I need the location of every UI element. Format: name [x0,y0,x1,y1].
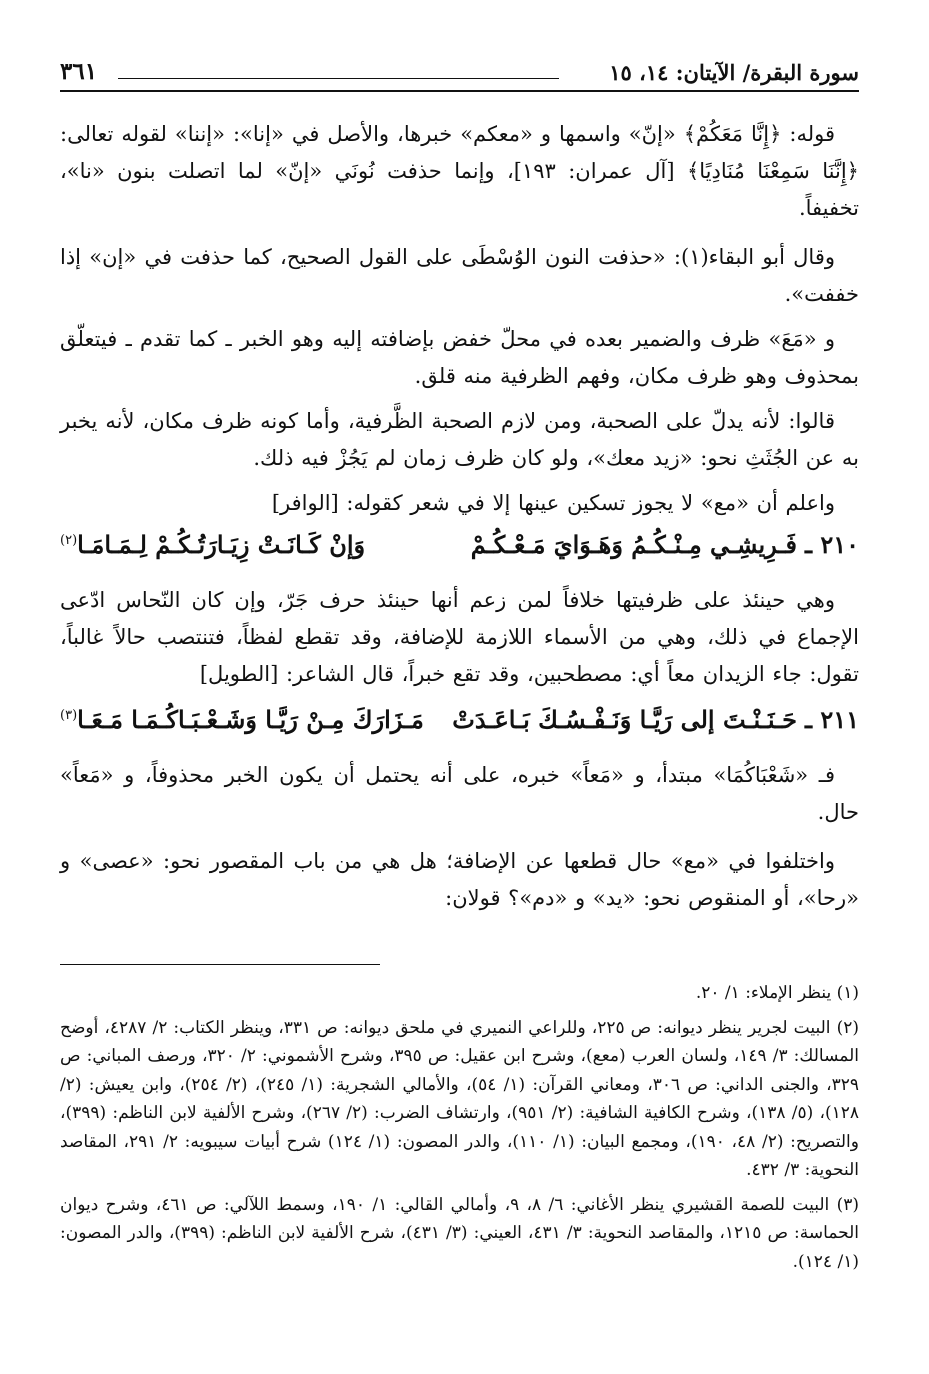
paragraph: قوله: ﴿إِنَّا مَعَكُمْ﴾ «إنّ» واسمها و «معكم» خبرها، والأصل في «إنا»: «إننا» لقوله تعالى: ﴿إِنَّنَا سَمِعْنَا مُنَادِيًا﴾ [آل عمران: ١٩٣]، وإنما حذفت نُونَي «إنّ» لما اتصلت بنون «نا»، تخفيفاً. [60,122,859,220]
verse-second-hemistich [60,530,428,559]
header-divider [60,90,859,92]
paragraph: وقال أبو البقاء(١): «حذفت النون الوُسْطَى على القول الصحيح، كما حذفت في «إن» إذا خففت». [60,245,859,306]
poem-verse-210 [60,530,859,574]
footnotes [60,964,859,1280]
running-header [60,56,859,90]
verse-first-hemistich: حَـنَـنْـتَ إلى رَيَّـا وَنَـفْـسُـكَ بَـاعَـدَتْ [452,705,797,734]
verse-number: ٢١١ ـ [804,705,859,734]
footnote-ref: (٢) [60,533,78,548]
paragraph: فـ «شَعْبَاكُمَا» مبتدأ، و «مَعاً» خبره، على أنه يحتمل أن يكون الخبر محذوفاً، و «مَعاً» حال. [60,763,859,824]
footnote: (٢) البيت لجرير ينظر ديوانه: ص ٢٢٥، وللراعي النميري في ملحق ديوانه: ص ٣٣١، وينظر الكتاب: ٢/ ٤٢٨٧، أوضح المسالك: ٣/ ١٤٩، ولسان العرب (معع)، وشرح ابن عقيل: ص ٣٩٥، وشرح الأشموني: ٢/ ٣٢٠، ورصف المباني: ص ٣٢٩، والجنى الداني: ص ٣٠٦، ومعاني القرآن: (١/ ٥٤)، والأمالي الشجرية: (١/ ٢٤٥)، (٢/ ٢٥٤)، وابن يعيش: (٢/ ١٢٨)، (٥/ ١٣٨)، وشرح الكافية الشافية: (٢/ ٩٥١)، وارتشاف الضرب: (٢/ ٢٦٧)، وشرح الألفية لابن الناظم: (٣٩٩)، والتصريح: (٢/ ٤٨، ١٩٠)، ومجمع البيان: (١/ ١١٠)، والدر المصون: (١/ ١٢٤) شرح أبيات سيبويه: ٢/ ٢٩١، المقاصد النحوية: ٣/ ٤٣٢. [60,1017,860,1180]
verse-number: ٢١٠ ـ [804,530,859,559]
paragraph: وهي حينئذ على ظرفيتها خلافاً لمن زعم أنها حينئذ حرف جَرّ، وإن كان النّحاس ادّعى الإجماع في ذلك، وهي من الأسماء اللازمة للإضافة، وقد تقطع لفظاً، فتنتصب حالاً غالباً، تقول: جاء الزيدان معاً أي: مصطحبين، وقد تقع خبراً، قال الشاعر: [الطويل] [60,588,859,686]
header-title: سورة البقرة/ الآيتان: ١٤، ١٥ [609,60,859,85]
page-number: ٣٦١ [60,58,98,85]
footnote-ref: (٣) [60,708,78,723]
footnote: (٣) البيت للصمة القشيري ينظر الأغاني: ٦/ ٨، ٩، وأمالي القالي: ١/ ١٩٠، وسمط اللآلي: ص ٤٦١، وشرح ديوان الحماسة: ص ١٢١٥، والمقاصد النحوية: ٣/ ٤٣١، العيني: (٣/ ٤٣١)، شرح الألفية لابن الناظم: (٣٩٩)، والدر المصون: (١/ ١٢٤). [60,1194,860,1272]
verse-first-hemistich: فَـرِيشِـي مِـنْـكُـمُ وَهَـوَايَ مَـعْـكُـمْ [470,530,797,559]
verse-second-hemistich [60,705,428,734]
verse-hemistich-text: مَـزَارَكَ مِـنْ رَيَّـا وَشَـعْـبَـاكُـمَـا مَـعَـا [77,705,424,734]
header-rule [118,78,559,79]
footnote: (١) ينظر الإملاء: ١/ ٢٠. [695,983,859,1003]
paragraph: واعلم أن «مع» لا يجوز تسكين عينها إلا في شعر كقوله: [الوافر] [271,491,835,515]
poem-verse-211 [60,705,859,749]
verse-hemistich-text: وَإنْ كَـانَـتْ زِيَـارَتُـكُـمْ لِـمَـامَـا [77,530,366,559]
paragraph: قالوا: لأنه يدلّ على الصحبة، ومن لازم الصحبة الظَّرفية، وأما كونه ظرف مكان، لأنه يخبر به عن الجُثَثِ نحو: «زيد معك»، ولو كان ظرف زمان لم يَجُزْ فيه ذلك. [60,409,859,470]
footnote-separator [60,964,380,965]
main-text [60,116,859,929]
paragraph: واختلفوا في «مع» حال قطعها عن الإضافة؛ هل هي من باب المقصور نحو: «عصى» و «رحا»، أو المنقوص نحو: «يد» و «دم»؟ قولان: [60,849,859,910]
paragraph: و «مَعَ» ظرف والضمير بعده في محلّ خفض بإضافته إليه وهو الخبر ـ كما تقدم ـ فيتعلّق بمحذوف وهو ظرف مكان، وفهم الظرفية منه قلق. [60,327,859,388]
